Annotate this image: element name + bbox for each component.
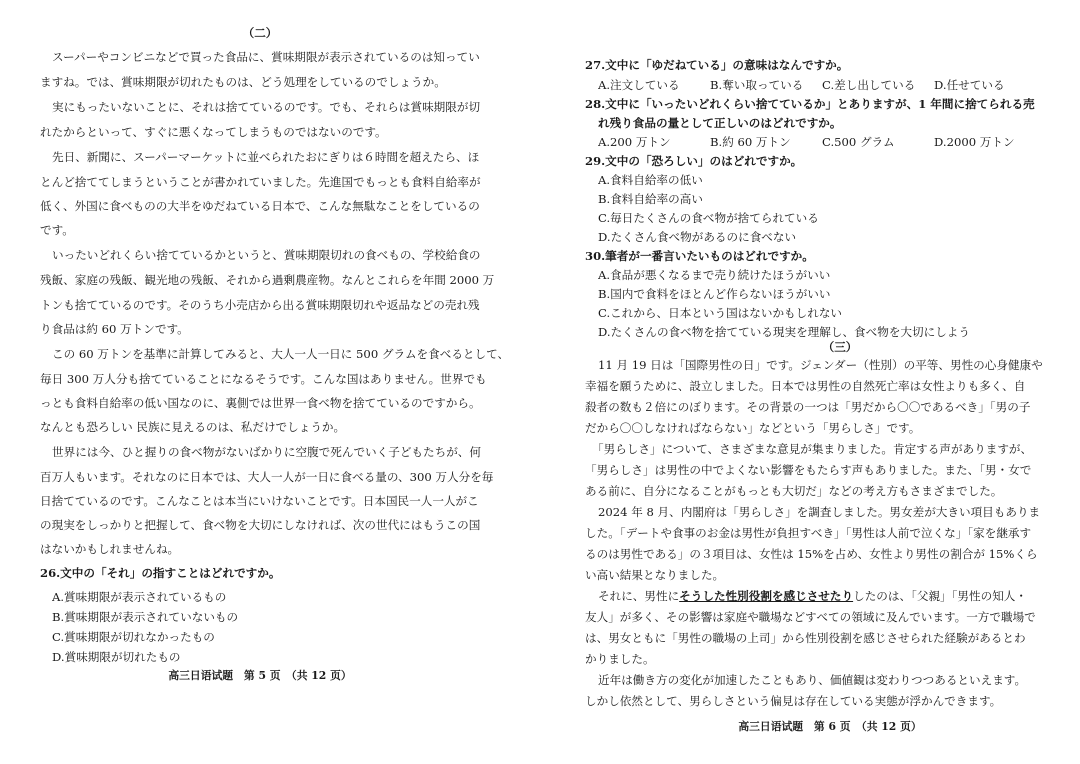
passage3-line: 11 月 19 日は「国際男性の日」です。ジェンダー（性別）の平等、男性の心身健康や	[598, 358, 1043, 372]
passage-line: いったいどれくらい捨てているかというと、賞味期限切れの食べもの、学校給食の	[52, 248, 481, 262]
q28-option-c[interactable]: C.500 グラム	[822, 135, 895, 149]
passage-line: です。	[40, 223, 74, 237]
passage-line: 低く、外国に食べものの大半をゆだねている日本で、こんな無駄なことをしているの	[40, 199, 480, 213]
passage-line: 日捨てているのです。こんなことは本当にいけないことです。日本国民一人一人がこ	[40, 494, 479, 508]
question-29: 29.文中の「恐ろしい」のはどれですか。	[585, 154, 803, 168]
passage-line: ますね。では、賞味期限が切れたものは、どう処理をしているのでしょうか。	[40, 75, 446, 89]
q29-option-d[interactable]: D.たくさん食べ物があるのに食べない	[598, 230, 797, 244]
passage-line: 毎日 300 万人分も捨てていることになるそうです。こんな国はありません。世界でも	[40, 372, 487, 386]
passage-line: り食品は約 60 万トンです。	[40, 322, 189, 336]
passage3-line: した。「デートや食事のお金は男性が負担すべき」「男性は人前で泣くな」「家を継承す	[585, 526, 1032, 540]
passage-line: 実にもったいないことに、それは捨てているのです。でも、それらは賞味期限が切	[52, 100, 481, 114]
passage-line: 世界には今、ひと握りの食べ物がないばかりに空腹で死んでいく子どもたちが、何	[52, 445, 481, 459]
q30-option-d[interactable]: D.たくさんの食べ物を捨てている現実を理解し、食べ物を大切にしよう	[598, 325, 970, 339]
q29-option-c[interactable]: C.毎日たくさんの食べ物が捨てられている	[598, 211, 819, 225]
question-27: 27.文中に「ゆだねている」の意味はなんですか。	[585, 58, 849, 72]
q26-option-d[interactable]: D.賞味期限が切れたもの	[52, 650, 181, 664]
question-28: 28.文中に「いったいどれくらい捨てているか」とありますが、1 年間に捨てられる売	[585, 97, 1035, 111]
q26-option-a[interactable]: A.賞味期限が表示されているもの	[52, 590, 227, 604]
passage-line: っとも食料自給率の低い国なのに、裏側では世界一食べ物を捨てているのですから。	[40, 396, 481, 410]
passage3-line: 「男らしさ」は男性の中でよくない影響をもたらす声もありました。また、「男・女で	[585, 463, 1032, 477]
q28-option-b[interactable]: B.約 60 万トン	[710, 135, 791, 149]
q27-option-a[interactable]: A.注文している	[598, 78, 680, 92]
page-footer: 高三日语试题 第 6 页 （共 12 页）	[738, 720, 922, 733]
passage3-line: 2024 年 8 月、内閣府は「男らしさ」を調査しました。男女差が大きい項目もありま	[598, 505, 1041, 519]
passage3-line: 「男らしさ」について、さまざまな意見が集まりました。肯定する声がありますが、	[592, 442, 1033, 456]
passage3-line: 友人」が多く、その影響は家庭や職場などすべての領域に及んでいます。一方で職場で	[585, 610, 1036, 624]
q30-option-c[interactable]: C.これから、日本という国はないかもしれない	[598, 306, 843, 320]
page-footer: 高三日语试题 第 5 页 （共 12 页）	[168, 669, 352, 682]
passage3-underlined-line	[598, 587, 1027, 605]
section-heading-3: （三）	[822, 340, 858, 354]
underline-after: したのは、「父親」「男性の知人・	[853, 589, 1027, 603]
q30-option-b[interactable]: B.国内で食料をほとんど作らないほうがいい	[598, 287, 831, 301]
q28-option-d[interactable]: D.2000 万トン	[934, 135, 1015, 149]
passage-line: はないかもしれませんね。	[40, 542, 180, 556]
q28-options	[598, 133, 1015, 151]
question-30: 30.筆者が一番言いたいものはどれですか。	[585, 249, 814, 263]
passage-line: 百万人もいます。それなのに日本では、大人一人が一日に食べる量の、300 万人分を毎	[40, 470, 494, 484]
q27-option-b[interactable]: B.奪い取っている	[710, 78, 804, 92]
q27-option-c[interactable]: C.差し出している	[822, 78, 916, 92]
passage3-line: 近年は働き方の変化が加速したこともあり、価値観は変わりつつあるといえます。	[598, 673, 1027, 687]
underlined-phrase: そうした性別役割を感じさせたり	[679, 589, 854, 603]
passage-line: 残飯、家庭の残飯、観光地の残飯、それから過剰農産物。なんとこれらを年間 2000 万	[40, 273, 495, 287]
q29-option-a[interactable]: A.食料自給率の低い	[598, 173, 703, 187]
q30-option-a[interactable]: A.食品が悪くなるまで売り続けたほうがいい	[598, 268, 831, 282]
passage-line: の現実をしっかりと把握して、食べ物を大切にしなければ、次の世代にはもうこの国	[40, 518, 481, 532]
question-26: 26.文中の「それ」の指すことはどれですか。	[40, 566, 281, 580]
passage3-line: い高い結果となりました。	[585, 568, 725, 582]
passage-line: 先日、新聞に、スーパーマーケットに並べられたおにぎりは６時間を超えたら、ほ	[52, 150, 480, 164]
passage3-line: るのは男性である」の３項目は、女性は 15%を占め、女性より男性の割合が 15%くら	[585, 547, 1038, 561]
q26-option-c[interactable]: C.賞味期限が切れなかったもの	[52, 630, 215, 644]
passage3-line: かりました。	[585, 652, 655, 666]
passage3-line: 殺者の数も２倍にのぼります。その背景の一つは「男だから〇〇であるべき」「男の子	[585, 400, 1031, 414]
q26-option-b[interactable]: B.賞味期限が表示されていないもの	[52, 610, 239, 624]
passage-line: トンも捨てているのです。そのうち小売店から出る賞味期限切れや返品などの売れ残	[40, 298, 480, 312]
passage3-line: 幸福を願うために、設立しました。日本では男性の自然死亡率は女性よりも多く、自	[585, 379, 1026, 393]
passage-line: この 60 万トンを基準に計算してみると、大人一人一日に 500 グラムを食べるとして、	[52, 347, 510, 361]
passage-line: とんど捨ててしまうということが書かれていました。先進国でもっとも食料自給率が	[40, 175, 481, 189]
q29-option-b[interactable]: B.食料自給率の高い	[598, 192, 703, 206]
passage-line: れたからといって、すぐに悪くなってしまうものではないのです。	[40, 125, 387, 139]
passage-line: なんとも恐ろしい 民族に見えるのは、私だけでしょうか。	[40, 420, 346, 434]
section-heading-2: （二）	[242, 26, 278, 40]
passage3-line: は、男女ともに「男性の職場の上司」から性別役割を感じさせられた経験があるとわ	[585, 631, 1026, 645]
question-28-cont: れ残り食品の量として正しいのはどれですか。	[598, 116, 842, 130]
q28-option-a[interactable]: A.200 万トン	[598, 135, 671, 149]
q27-options	[598, 76, 1005, 94]
q27-option-d[interactable]: D.任せている	[934, 78, 1005, 92]
passage-line: スーパーやコンビニなどで買った食品に、賞味期限が表示されているのは知ってい	[52, 50, 480, 64]
passage3-line: しかし依然として、男らしさという偏見は存在している実態が浮かんできます。	[585, 694, 1002, 708]
exam-page-6	[540, 0, 1080, 764]
underline-before: それに、男性に	[598, 589, 680, 603]
passage3-line: だから〇〇しなければならない」などという「男らしさ」です。	[585, 421, 921, 435]
passage3-line: ある前に、自分になることがもっとも大切だ」などの考え方もさまざまでした。	[585, 484, 1003, 498]
